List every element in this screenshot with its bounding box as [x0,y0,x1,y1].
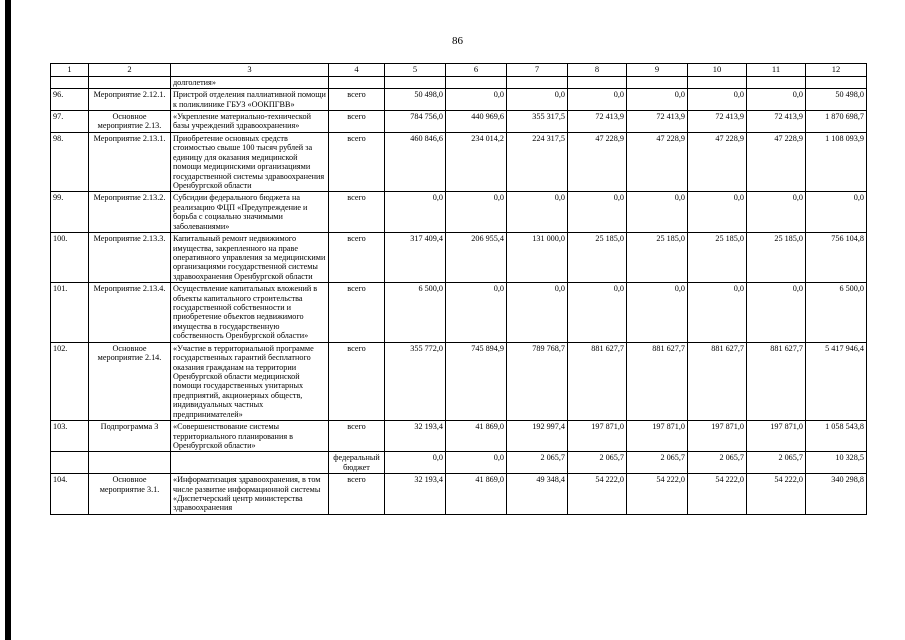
description-cell [171,452,329,474]
column-header: 6 [446,64,507,77]
row-number-cell: 99. [51,192,89,233]
page-number: 86 [452,35,463,47]
column-header: 9 [627,64,688,77]
funding-source-cell [329,76,385,88]
amount-cell: 72 413,9 [627,111,688,133]
amount-cell [688,76,747,88]
table-row [51,76,867,88]
funding-source-cell: всего [329,132,385,192]
program-name-cell [89,452,171,474]
description-cell: Субсидии федерального бюджета на реализацию ФЦП «Предупреждение и борьба с социально значимыми заболеваниями» [171,192,329,233]
amount-cell: 881 627,7 [747,342,806,420]
amount-cell: 41 869,0 [446,421,507,452]
table-row [51,283,867,343]
description-cell: Пристрой отделения паллиативной помощи к поликлинике ГБУЗ «ООКПГВВ» [171,89,329,111]
page-edge-bar [5,0,11,640]
budget-table [50,63,867,515]
amount-cell: 355 317,5 [507,111,568,133]
amount-cell: 197 871,0 [627,421,688,452]
amount-cell: 10 328,5 [806,452,867,474]
column-header: 12 [806,64,867,77]
table-row [51,111,867,133]
amount-cell: 0,0 [446,192,507,233]
amount-cell: 47 228,9 [627,132,688,192]
row-number-cell: 96. [51,89,89,111]
description-cell: Капитальный ремонт недвижимого имущества, закрепленного на праве оперативного управления за медицинскими организациями государственной системы здравоохранения Оренбургской области [171,233,329,283]
program-name-cell: Мероприятие 2.13.4. [89,283,171,343]
amount-cell: 1 870 698,7 [806,111,867,133]
table-row [51,452,867,474]
amount-cell: 72 413,9 [747,111,806,133]
amount-cell: 0,0 [446,89,507,111]
row-number-cell: 98. [51,132,89,192]
amount-cell: 2 065,7 [507,452,568,474]
amount-cell: 1 108 093,9 [806,132,867,192]
amount-cell: 0,0 [385,452,446,474]
table-row [51,132,867,192]
row-number-cell: 104. [51,474,89,515]
funding-source-cell: всего [329,421,385,452]
program-name-cell: Мероприятие 2.13.2. [89,192,171,233]
amount-cell: 2 065,7 [688,452,747,474]
row-number-cell: 100. [51,233,89,283]
amount-cell [446,76,507,88]
table-row [51,192,867,233]
amount-cell: 0,0 [568,283,627,343]
amount-cell: 881 627,7 [688,342,747,420]
amount-cell: 197 871,0 [568,421,627,452]
amount-cell: 0,0 [446,452,507,474]
program-name-cell: Мероприятие 2.12.1. [89,89,171,111]
row-number-cell: 97. [51,111,89,133]
amount-cell: 2 065,7 [568,452,627,474]
amount-cell: 41 869,0 [446,474,507,515]
table-row [51,421,867,452]
amount-cell: 54 222,0 [688,474,747,515]
amount-cell: 54 222,0 [568,474,627,515]
amount-cell: 745 894,9 [446,342,507,420]
table-row [51,233,867,283]
row-number-cell: 103. [51,421,89,452]
amount-cell: 197 871,0 [747,421,806,452]
description-cell: долголетия» [171,76,329,88]
amount-cell: 0,0 [747,89,806,111]
program-name-cell: Основное мероприятие 2.13. [89,111,171,133]
amount-cell: 72 413,9 [568,111,627,133]
amount-cell: 789 768,7 [507,342,568,420]
funding-source-cell: всего [329,89,385,111]
amount-cell: 0,0 [627,283,688,343]
amount-cell: 784 756,0 [385,111,446,133]
description-cell: Осуществление капитальных вложений в объекты капитального строительства государственной собственности и приобретение объектов недвижимого имущества в государственную собственность Оренбургской области» [171,283,329,343]
amount-cell: 0,0 [568,89,627,111]
row-number-cell [51,452,89,474]
amount-cell: 47 228,9 [688,132,747,192]
amount-cell: 50 498,0 [385,89,446,111]
amount-cell: 440 969,6 [446,111,507,133]
amount-cell [627,76,688,88]
amount-cell: 0,0 [507,283,568,343]
row-number-cell: 101. [51,283,89,343]
funding-source-cell: всего [329,233,385,283]
funding-source-cell: всего [329,111,385,133]
amount-cell: 25 185,0 [688,233,747,283]
amount-cell: 2 065,7 [627,452,688,474]
amount-cell: 0,0 [688,192,747,233]
amount-cell [568,76,627,88]
program-name-cell: Основное мероприятие 2.14. [89,342,171,420]
amount-cell [507,76,568,88]
column-header: 2 [89,64,171,77]
amount-cell: 72 413,9 [688,111,747,133]
header-row [51,64,867,77]
description-cell: Приобретение основных средств стоимостью свыше 100 тысяч рублей за единицу для оказания медицинской помощи медицинскими организациями государственной системы здравоохранения Оренбургской области [171,132,329,192]
row-number-cell [51,76,89,88]
funding-source-cell: всего [329,192,385,233]
description-cell: «Совершенствование системы территориального планирования в Оренбургской области» [171,421,329,452]
amount-cell: 234 014,2 [446,132,507,192]
amount-cell: 881 627,7 [568,342,627,420]
amount-cell: 0,0 [688,89,747,111]
amount-cell [806,76,867,88]
funding-source-cell: всего [329,283,385,343]
amount-cell: 0,0 [627,192,688,233]
program-name-cell: Мероприятие 2.13.1. [89,132,171,192]
amount-cell: 32 193,4 [385,421,446,452]
column-header: 10 [688,64,747,77]
amount-cell: 355 772,0 [385,342,446,420]
amount-cell: 1 058 543,8 [806,421,867,452]
column-header: 5 [385,64,446,77]
table-row [51,474,867,515]
amount-cell: 25 185,0 [568,233,627,283]
column-header: 7 [507,64,568,77]
program-name-cell: Мероприятие 2.13.3. [89,233,171,283]
description-cell: «Укрепление материально-технической базы учреждений здравоохранения» [171,111,329,133]
amount-cell: 54 222,0 [627,474,688,515]
amount-cell: 224 317,5 [507,132,568,192]
amount-cell: 32 193,4 [385,474,446,515]
program-name-cell: Подпрограмма 3 [89,421,171,452]
column-header: 3 [171,64,329,77]
amount-cell: 25 185,0 [747,233,806,283]
amount-cell: 5 417 946,4 [806,342,867,420]
amount-cell [385,76,446,88]
amount-cell: 0,0 [385,192,446,233]
amount-cell: 0,0 [747,192,806,233]
amount-cell: 54 222,0 [747,474,806,515]
column-header: 4 [329,64,385,77]
column-header: 8 [568,64,627,77]
program-name-cell: Основное мероприятие 3.1. [89,474,171,515]
amount-cell: 206 955,4 [446,233,507,283]
amount-cell: 49 348,4 [507,474,568,515]
funding-source-cell: всего [329,474,385,515]
table-row [51,89,867,111]
amount-cell: 47 228,9 [747,132,806,192]
funding-source-cell: всего [329,342,385,420]
amount-cell: 50 498,0 [806,89,867,111]
amount-cell: 0,0 [806,192,867,233]
description-cell: «Участие в территориальной программе государственных гарантий бесплатного оказания гражданам на территории Оренбургской области медицинской помощи государственных унитарных предприятий, акционерных обществ, индивидуальных частных предпринимателей» [171,342,329,420]
amount-cell: 6 500,0 [806,283,867,343]
funding-source-cell: федеральный бюджет [329,452,385,474]
amount-cell: 0,0 [507,89,568,111]
amount-cell: 0,0 [446,283,507,343]
amount-cell: 0,0 [747,283,806,343]
program-name-cell [89,76,171,88]
amount-cell: 131 000,0 [507,233,568,283]
amount-cell: 6 500,0 [385,283,446,343]
row-number-cell: 102. [51,342,89,420]
amount-cell: 881 627,7 [627,342,688,420]
amount-cell: 47 228,9 [568,132,627,192]
amount-cell: 0,0 [507,192,568,233]
description-cell: «Информатизация здравоохранения, в том числе развитие информационной системы «Диспетчерский центр министерства здравоохранения [171,474,329,515]
amount-cell: 756 104,8 [806,233,867,283]
column-header: 1 [51,64,89,77]
amount-cell: 0,0 [568,192,627,233]
amount-cell: 460 846,6 [385,132,446,192]
amount-cell: 340 298,8 [806,474,867,515]
table-row [51,342,867,420]
amount-cell [747,76,806,88]
column-header: 11 [747,64,806,77]
amount-cell: 0,0 [627,89,688,111]
amount-cell: 25 185,0 [627,233,688,283]
amount-cell: 2 065,7 [747,452,806,474]
amount-cell: 197 871,0 [688,421,747,452]
amount-cell: 192 997,4 [507,421,568,452]
amount-cell: 0,0 [688,283,747,343]
amount-cell: 317 409,4 [385,233,446,283]
